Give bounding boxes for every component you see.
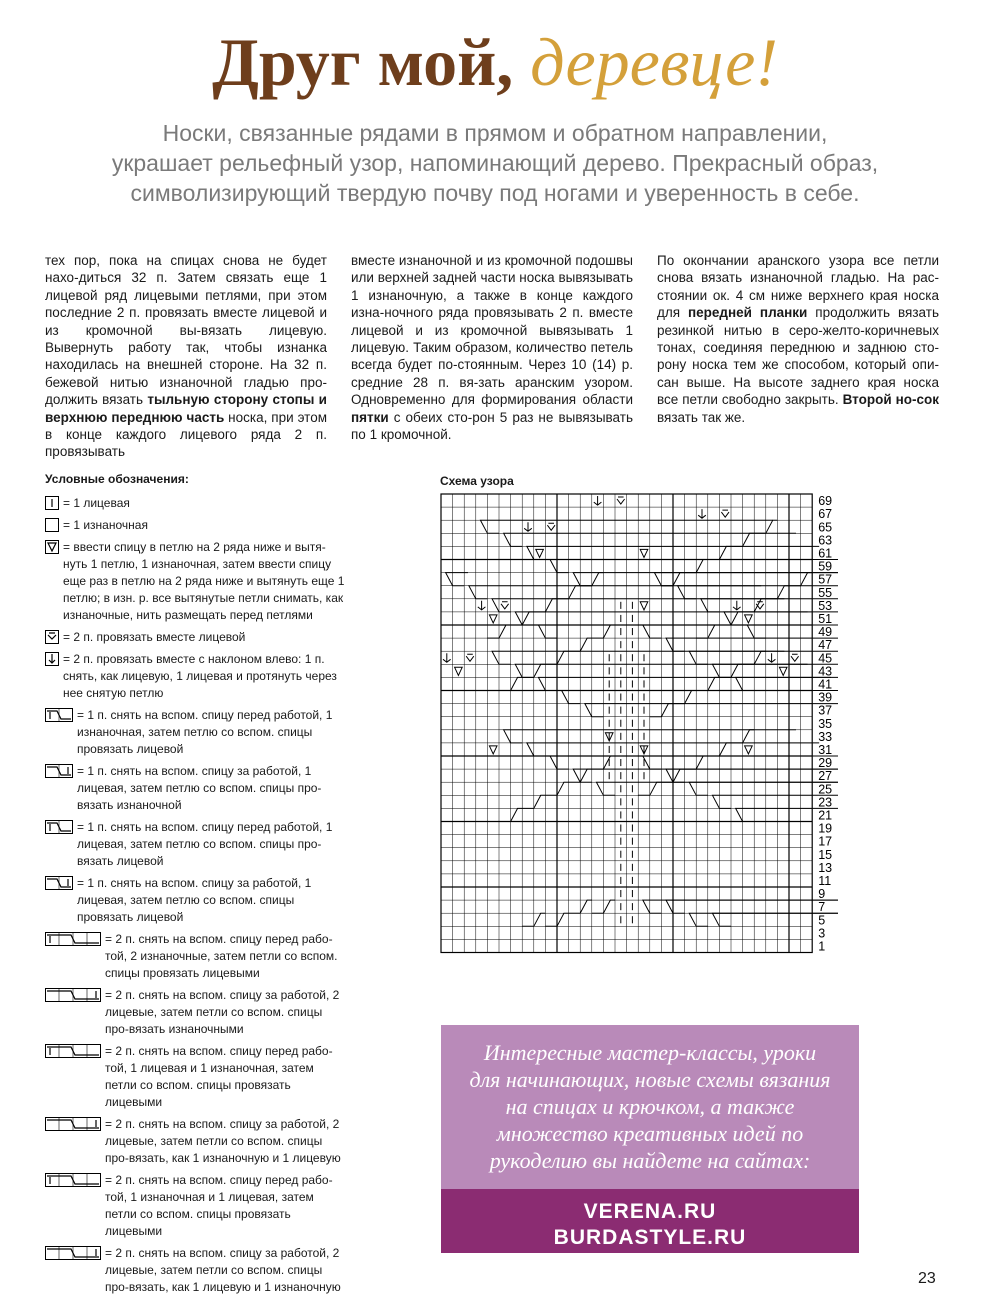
stitch-symbol-icon bbox=[45, 876, 73, 890]
legend-item bbox=[45, 875, 345, 926]
legend-title: Условные обозначения: bbox=[45, 472, 189, 486]
row-number-label: 21 bbox=[818, 808, 833, 823]
legend bbox=[45, 471, 345, 1301]
legend-item bbox=[45, 931, 345, 982]
row-number-label: 55 bbox=[818, 585, 833, 600]
legend-text: = 2 п. снять на вспом. спицу перед рабо-той, 2 изнаночные, затем петли со вспом. спицы провязать лицевыми bbox=[105, 932, 338, 980]
row-number-label: 57 bbox=[818, 572, 833, 587]
legend-text: = 2 п. снять на вспом. спицу за работой, 2 лицевые, затем петли со вспом. спицы про-вязать, как 1 изнаночную и 1 лицевую bbox=[105, 1117, 341, 1165]
row-number-label: 65 bbox=[818, 520, 833, 535]
paragraph bbox=[45, 252, 327, 461]
text-run: продолжить вязать резинкой нитью в серо-желто-коричневых тонах, соединяя переднюю и заднюю сто-рону носка тем же способом, который опи-сан выше. На высоте заднего края носка все петли свободно закрыть. bbox=[657, 305, 939, 408]
legend-item bbox=[45, 495, 345, 512]
chart-title: Схема узора bbox=[440, 474, 514, 488]
title-part2: деревце! bbox=[530, 24, 778, 100]
site-link-burdastyle[interactable]: BURDASTYLE.RU bbox=[553, 1226, 747, 1249]
subtitle: Носки, связанные рядами в прямом и обратном направлении, украшает рельефный узор, напоминающий дерево. Прекрасный образ, символизирующий твердую почву под ногами и уверенность в себе. bbox=[111, 120, 879, 206]
row-number-label: 9 bbox=[818, 887, 826, 902]
row-number-label: 41 bbox=[818, 677, 833, 692]
title-part1: Друг мой, bbox=[212, 24, 531, 100]
row-number-label: 67 bbox=[818, 507, 833, 522]
legend-item bbox=[45, 987, 345, 1038]
bold-term: пятки bbox=[351, 409, 389, 425]
row-number-label: 29 bbox=[818, 756, 833, 771]
row-number-label: 23 bbox=[818, 795, 833, 810]
stitch-symbol-icon bbox=[45, 496, 59, 510]
row-number-label: 25 bbox=[818, 782, 833, 797]
stitch-symbol-icon bbox=[45, 1117, 101, 1131]
paragraph bbox=[351, 252, 633, 443]
row-number-label: 11 bbox=[818, 874, 832, 888]
legend-text: = 2 п. провязать вместе с наклоном влево: 1 п. снять, как лицевую, 1 лицевая и протянуть через нее снятую петлю bbox=[63, 652, 337, 700]
stitch-symbol-icon bbox=[45, 1044, 101, 1058]
promo-line: множество креативных идей по bbox=[496, 1121, 804, 1146]
row-number-label: 43 bbox=[818, 664, 833, 679]
stitch-symbol-icon bbox=[45, 932, 101, 946]
legend-item bbox=[45, 819, 345, 870]
legend-item bbox=[45, 517, 345, 534]
stitch-symbol-icon bbox=[45, 652, 59, 666]
legend-text: = 1 изнаночная bbox=[63, 518, 148, 532]
legend-item bbox=[45, 763, 345, 814]
legend-text: = 1 п. снять на вспом. спицу за работой, 1 лицевая, затем петлю со вспом. спицы про-вязать изнаночной bbox=[77, 764, 322, 812]
text-run: вместе изнаночной и из кромочной подошвы или верхней задней части носка вывязывать 1 изнаночную, а также в конце каждого изна-ночного ряда провязывать 2 п. вместе лицевой и из кромочной вывязывать 1 лицевую. Таким образом, количество петель всегда будет по-стоянным. Через 10 (14) р. средние 28 п. вя-зать аранским узором. Одновременно для формирования области bbox=[351, 253, 633, 408]
knitting-chart bbox=[438, 492, 838, 964]
text-run: вязать так же. bbox=[657, 409, 746, 425]
stitch-symbol-icon bbox=[45, 1246, 101, 1260]
text-run: тех пор, пока на спицах снова не будет нахо- bbox=[45, 253, 327, 286]
legend-text: = 2 п. снять на вспом. спицу за работой, 2 лицевые, затем петли со вспом. спицы про-вязать изнаночными bbox=[105, 988, 340, 1036]
text-column-1 bbox=[45, 252, 327, 461]
row-number-label: 49 bbox=[818, 625, 833, 640]
row-number-label: 39 bbox=[818, 690, 833, 705]
row-number-label: 1 bbox=[818, 939, 826, 954]
promo-line: на спицах и крючком, а также bbox=[505, 1094, 795, 1119]
stitch-symbol-icon bbox=[45, 540, 59, 554]
legend-text: = ввести спицу в петлю на 2 ряда ниже и вытя-нуть 1 петлю, 1 изнаночная, затем ввести спицу еще раз в петлю на 2 ряда ниже и вытянуть еще 1 петлю; в изн. р. все вытянутые петли снимать, как изнаночные, нить размещать перед петлями bbox=[63, 540, 345, 622]
row-number-label: 5 bbox=[818, 913, 826, 928]
legend-item bbox=[45, 1245, 345, 1296]
row-number-label: 3 bbox=[818, 926, 826, 941]
text-run: с обеих сто-рон 5 раз не вывязывать по 1 кромочной. bbox=[351, 409, 633, 443]
bold-term: Второй но-сок bbox=[842, 392, 939, 408]
page-number: 23 bbox=[918, 1270, 936, 1287]
row-number-label: 19 bbox=[818, 821, 833, 836]
bold-term: тыльную сторону стопы и верхнюю переднюю часть bbox=[45, 392, 327, 425]
legend-item bbox=[45, 1043, 345, 1111]
stitch-symbol-icon bbox=[45, 708, 73, 722]
row-number-label: 13 bbox=[818, 860, 833, 875]
legend-text: = 2 п. провязать вместе лицевой bbox=[63, 630, 246, 644]
legend-text: = 2 п. снять на вспом. спицу за работой, 2 лицевые, затем петли со вспом. спицы про-вязать, как 1 лицевую и 1 изнаночную bbox=[105, 1246, 341, 1294]
stitch-symbol-icon bbox=[45, 1173, 101, 1187]
legend-text: = 1 п. снять на вспом. спицу перед работой, 1 изнаночная, затем петлю со вспом. спицы провязать лицевой bbox=[77, 708, 333, 756]
row-number-label: 61 bbox=[818, 546, 833, 561]
text-run: носка, при этом в конце каждого лицевого ряда 2 п. провязывать bbox=[45, 409, 327, 460]
site-link-verena[interactable]: VERENA.RU bbox=[583, 1200, 717, 1223]
row-number-label: 69 bbox=[818, 494, 833, 509]
promo-line: Интересные мастер-классы, уроки bbox=[483, 1040, 817, 1065]
row-number-label: 45 bbox=[818, 651, 833, 666]
text-column-3 bbox=[657, 252, 939, 426]
row-number-label: 31 bbox=[818, 743, 833, 757]
promo-line: для начинающих, новые схемы вязания bbox=[469, 1067, 831, 1092]
row-number-label: 35 bbox=[818, 716, 833, 731]
text-column-2 bbox=[351, 252, 633, 443]
row-number-label: 33 bbox=[818, 729, 833, 744]
promo-text-box bbox=[441, 1025, 859, 1189]
legend-item bbox=[45, 629, 345, 646]
row-number-label: 17 bbox=[818, 834, 833, 849]
legend-list bbox=[45, 495, 345, 1296]
stitch-symbol-icon bbox=[45, 820, 73, 834]
legend-text: = 2 п. снять на вспом. спицу перед рабо-той, 1 изнаночная и 1 лицевая, затем петли со вспом. спицы провязать лицевыми bbox=[105, 1173, 333, 1238]
promo-sites-box bbox=[441, 1189, 859, 1253]
stitch-symbol-icon bbox=[45, 988, 101, 1002]
row-number-label: 63 bbox=[818, 533, 833, 548]
text-run: По окончании аранского узора все петли снова вязать изнаночной гладью. На рас-стоянии ок. 4 см ниже верхнего края носка для bbox=[657, 253, 939, 321]
stitch-symbol-icon bbox=[45, 630, 59, 644]
stitch-symbol-icon bbox=[45, 764, 73, 778]
row-number-label: 7 bbox=[818, 900, 826, 915]
row-number-label: 59 bbox=[818, 559, 833, 574]
text-run: диться 32 п. Затем связать еще 1 лицевой ряд лицевыми петлями, при этом последние 2 п. провязать вместе лицевой и из кромочной вы-вязать лицевую. Вывернуть работу так, чтобы изнанка находилась на внешней стороне. На 32 п. бежевой нитью изнаночной гладью про-должить вязать bbox=[45, 270, 327, 408]
row-number-label: 53 bbox=[818, 598, 833, 613]
promo-line: рукоделию вы найдете на сайтах: bbox=[489, 1148, 811, 1173]
row-number-label: 51 bbox=[818, 612, 833, 626]
row-number-label: 47 bbox=[818, 638, 833, 653]
stitch-symbol-icon bbox=[45, 518, 59, 532]
row-number-label: 15 bbox=[818, 847, 833, 862]
legend-item bbox=[45, 1116, 345, 1167]
legend-text: = 1 лицевая bbox=[63, 496, 130, 510]
page-title bbox=[0, 22, 990, 102]
legend-item bbox=[45, 1172, 345, 1240]
legend-text: = 1 п. снять на вспом. спицу за работой, 1 лицевая, затем петлю со вспом. спицы провязать лицевой bbox=[77, 876, 312, 924]
row-number-label: 37 bbox=[818, 703, 833, 718]
legend-text: = 2 п. снять на вспом. спицу перед рабо-той, 1 лицевая и 1 изнаночная, затем петли со вспом. спицы провязать лицевыми bbox=[105, 1044, 333, 1109]
bold-term: передней планки bbox=[688, 305, 808, 321]
legend-item bbox=[45, 651, 345, 702]
row-number-label: 27 bbox=[818, 769, 833, 784]
legend-item bbox=[45, 539, 345, 624]
legend-text: = 1 п. снять на вспом. спицу перед работой, 1 лицевая, затем петлю со вспом. спицы про-вязать лицевой bbox=[77, 820, 333, 868]
legend-item bbox=[45, 707, 345, 758]
promo-banner bbox=[441, 1025, 859, 1253]
paragraph bbox=[657, 252, 939, 426]
